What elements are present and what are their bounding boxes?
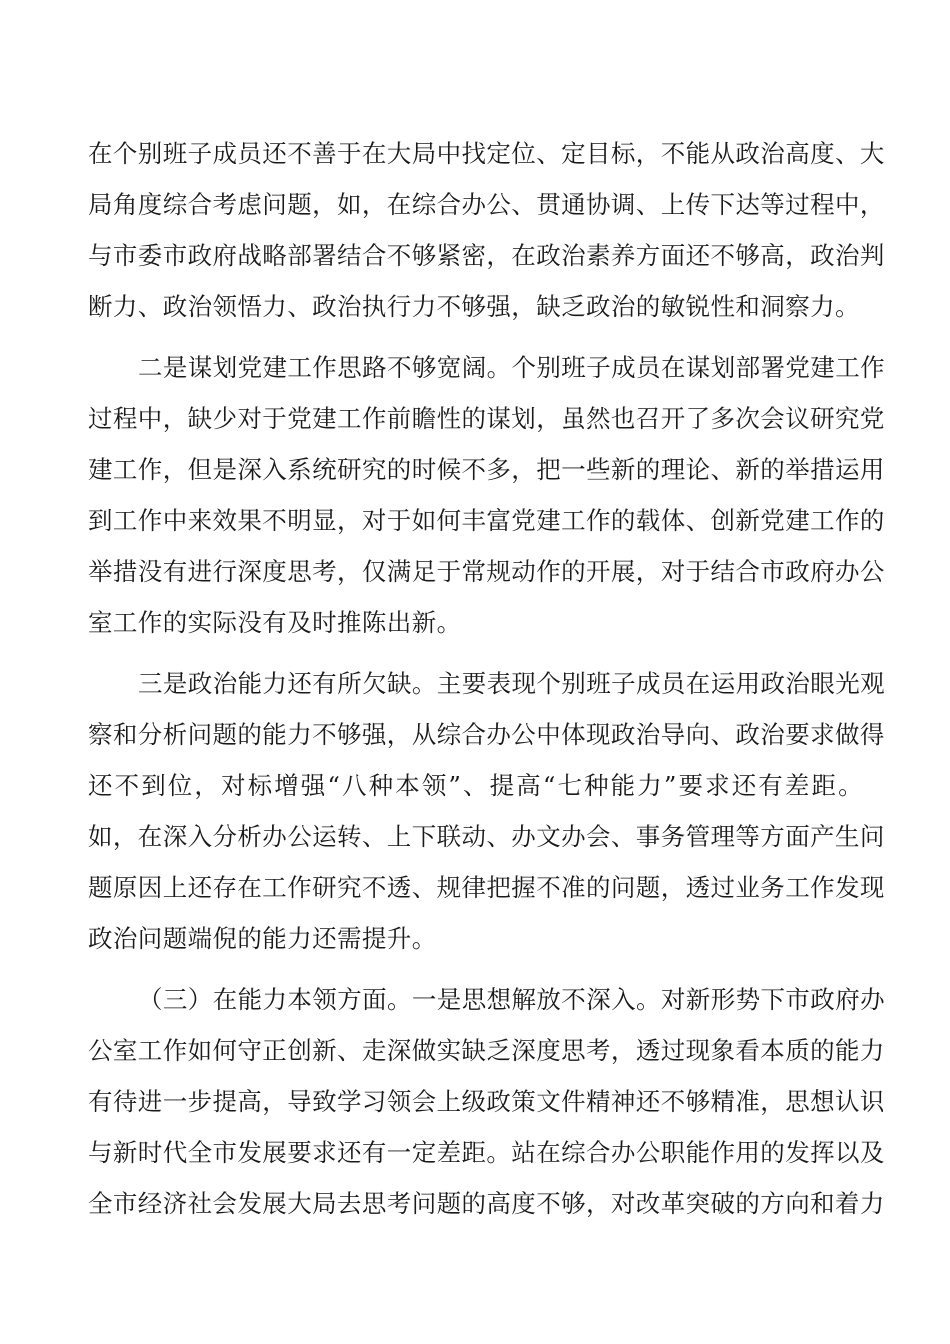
paragraph-3-line-1: 三是政治能力还有所欠缺。主要表现个别班子成员在运用政治眼光观: [138, 669, 885, 698]
paragraph-4-line-4: 与新时代全市发展要求还有一定差距。站在综合办公职能作用的发挥以及: [88, 1138, 885, 1167]
paragraph-3-line-6: 政治问题端倪的能力还需提升。: [88, 924, 437, 953]
paragraph-1-line-2: 局角度综合考虑问题，如，在综合办公、贯通协调、上传下达等过程中，: [88, 190, 885, 219]
paragraph-4-line-3: 有待进一步提高，导致学习领会上级政策文件精神还不够精准，思想认识: [88, 1087, 885, 1116]
paragraph-2-line-4: 到工作中来效果不明显，对于如何丰富党建工作的载体、创新党建工作的: [88, 506, 885, 535]
paragraph-3-line-5: 题原因上还存在工作研究不透、规律把握不准的问题，透过业务工作发现: [88, 873, 885, 902]
paragraph-4-line-5: 全市经济社会发展大局去思考问题的高度不够，对改革突破的方向和着力: [88, 1189, 885, 1218]
paragraph-2-line-1: 二是谋划党建工作思路不够宽阔。个别班子成员在谋划部署党建工作: [138, 353, 885, 382]
paragraph-3-line-4: 如，在深入分析办公运转、上下联动、办文办会、事务管理等方面产生问: [88, 822, 885, 851]
paragraph-1-line-3: 与市委市政府战略部署结合不够紧密，在政治素养方面还不够高，政治判: [88, 241, 885, 270]
paragraph-3-line-3: 还不到位，对标增强“八种本领”、提高“七种能力”要求还有差距。: [88, 771, 863, 800]
document-body: [88, 128, 885, 1229]
paragraph-1-line-1: 在个别班子成员还不善于在大局中找定位、定目标，不能从政治高度、大: [88, 139, 885, 168]
paragraph-2-line-3: 建工作，但是深入系统研究的时候不多，把一些新的理论、新的举措运用: [88, 455, 885, 484]
paragraph-4-line-1: （三）在能力本领方面。一是思想解放不深入。对新形势下市政府办: [138, 985, 885, 1014]
paragraph-3-line-2: 察和分析问题的能力不够强，从综合办公中体现政治导向、政治要求做得: [88, 720, 885, 749]
paragraph-4-line-2: 公室工作如何守正创新、走深做实缺乏深度思考，透过现象看本质的能力: [88, 1036, 885, 1065]
paragraph-1-line-4: 断力、政治领悟力、政治执行力不够强，缺乏政治的敏锐性和洞察力。: [88, 292, 860, 321]
paragraph-2-line-6: 室工作的实际没有及时推陈出新。: [88, 608, 462, 637]
paragraph-2-line-2: 过程中，缺少对于党建工作前瞻性的谋划，虽然也召开了多次会议研究党: [88, 404, 885, 433]
paragraph-2-line-5: 举措没有进行深度思考，仅满足于常规动作的开展，对于结合市政府办公: [88, 557, 885, 586]
